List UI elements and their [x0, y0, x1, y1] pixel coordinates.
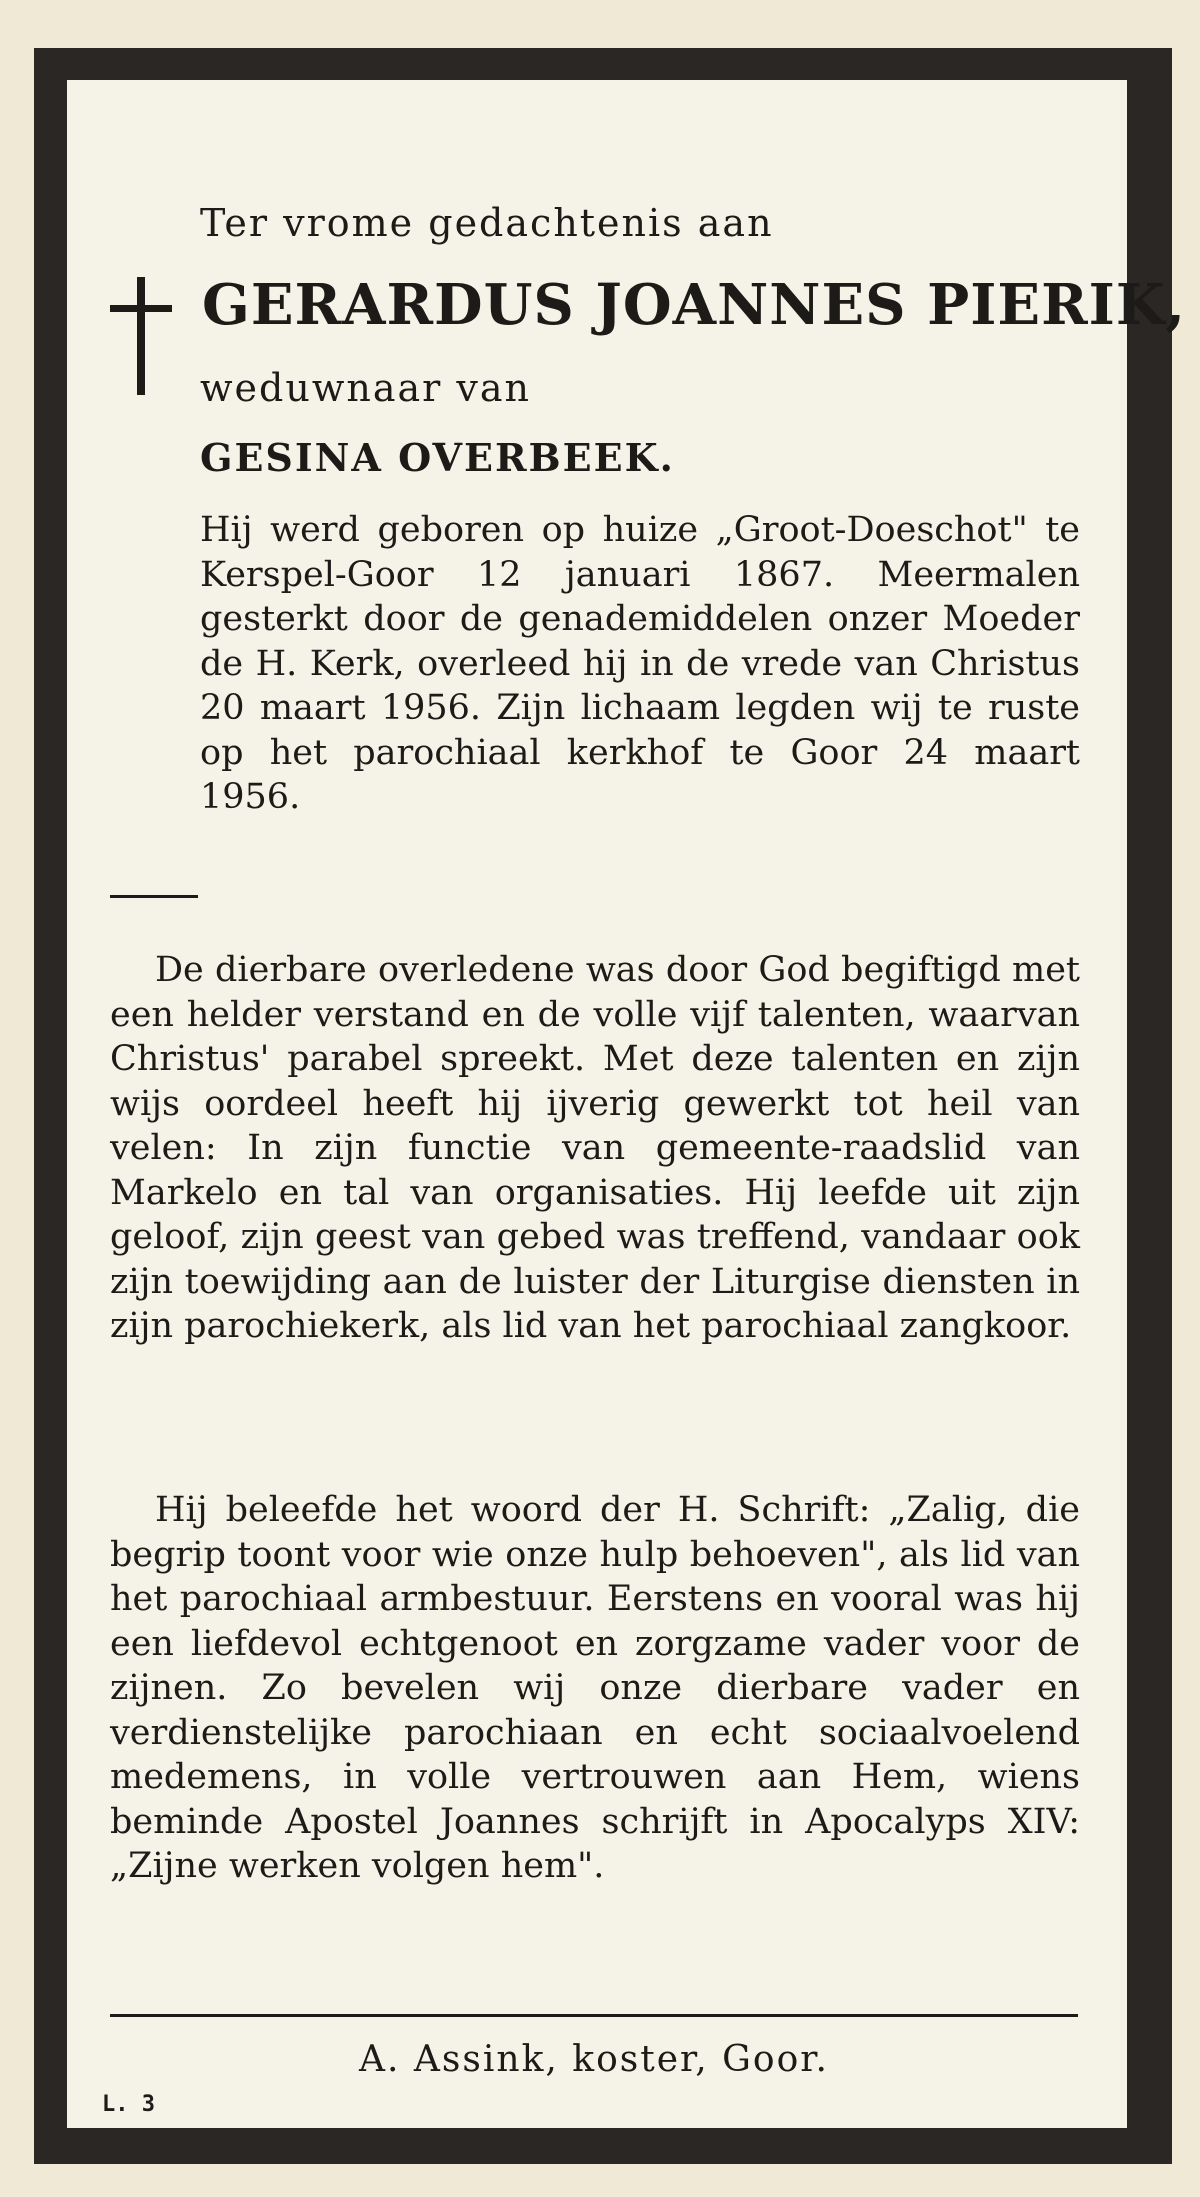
deceased-name: GERARDUS JOANNES PIERIK,	[202, 272, 1186, 338]
biography-paragraph: Hij werd geboren op huize „Groot-Doeschot" te Kerspel-Goor 12 januari 1867. Meermalen gesterkt door de genademiddelen onzer Moeder de H. Kerk, overleed hij in de vrede van Christus 20 maart 1956. Zijn lichaam legden wij te ruste op het parochiaal kerkhof te Goor 24 maart 1956.	[200, 510, 1080, 817]
latin-cross-icon	[110, 277, 172, 395]
widower-line: weduwnaar van	[200, 366, 531, 410]
tribute-paragraph-2: Hij beleefde het woord der H. Schrift: „Zalig, die begrip toont voor wie onze hulp behoeven", als lid van het parochiaal armbestuur. Eerstens en vooral was hij een liefdevol echtgenoot en zorgzame vader voor de zijnen. Zo bevelen wij onze dierbare vader en verdienstelijke parochiaan en echt sociaalvoelend medemens, in volle vertrouwen aan Hem, wiens beminde Apostel Joannes schrijft in Apocalyps XIV: „Zijne werken volgen hem".	[110, 1490, 1080, 1886]
print-code: L. 3	[102, 2092, 155, 2117]
short-divider	[110, 895, 198, 898]
spouse-name: GESINA OVERBEEK.	[200, 435, 675, 480]
long-divider	[110, 2014, 1078, 2017]
card-header	[200, 195, 1100, 251]
tribute-paragraph-1: De dierbare overledene was door God begiftigd met een helder verstand en de volle vijf talenten, waarvan Christus' parabel spreekt. Met deze talenten en zijn wijs oordeel heeft hij ijverig gewerkt tot heil van velen: In zijn functie van gemeente-raadslid van Markelo en tal van organisaties. Hij leefde uit zijn geloof, zijn geest van gebed was treffend, vandaar ook zijn toewijding aan de luister der Liturgise diensten in zijn parochiekerk, als lid van het parochiaal zangkoor.	[110, 950, 1080, 1346]
printer-credit: A. Assink, koster, Goor.	[359, 2039, 829, 2080]
intro-line: Ter vrome gedachtenis aan	[200, 201, 774, 245]
